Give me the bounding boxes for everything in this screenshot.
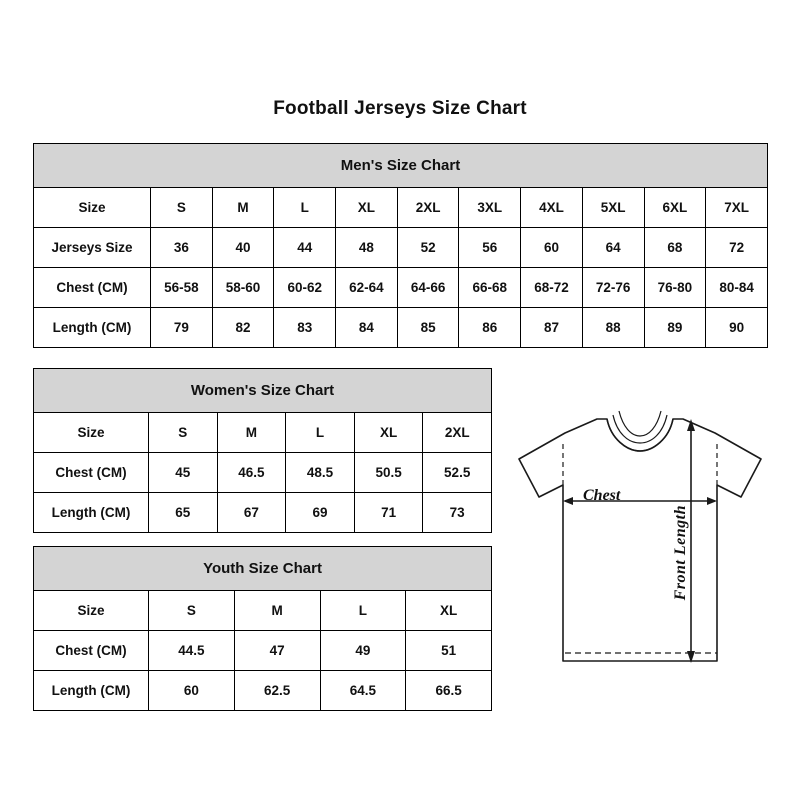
womens-length-l: 69 bbox=[286, 493, 355, 533]
youth-size-table bbox=[33, 546, 492, 711]
mens-chest-7xl: 80-84 bbox=[706, 268, 768, 308]
mens-table-header-row bbox=[34, 188, 768, 228]
womens-chest-m: 46.5 bbox=[217, 453, 286, 493]
mens-chest-m: 58-60 bbox=[212, 268, 274, 308]
mens-jerseys-size-l: 44 bbox=[274, 228, 336, 268]
table-row bbox=[34, 268, 768, 308]
mens-length-xl: 84 bbox=[336, 308, 398, 348]
womens-length-m: 67 bbox=[217, 493, 286, 533]
youth-col-xl: XL bbox=[406, 591, 492, 631]
mens-col-2xl: 2XL bbox=[397, 188, 459, 228]
womens-row-label-length: Length (CM) bbox=[34, 493, 149, 533]
youth-chest-s: 44.5 bbox=[149, 631, 235, 671]
mens-chest-l: 60-62 bbox=[274, 268, 336, 308]
page-title: Football Jerseys Size Chart bbox=[273, 98, 527, 119]
womens-row-label-chest: Chest (CM) bbox=[34, 453, 149, 493]
mens-jerseys-size-3xl: 56 bbox=[459, 228, 521, 268]
mens-col-size: Size bbox=[34, 188, 151, 228]
mens-jerseys-size-2xl: 52 bbox=[397, 228, 459, 268]
womens-col-xl: XL bbox=[354, 413, 423, 453]
mens-length-6xl: 89 bbox=[644, 308, 706, 348]
youth-col-l: L bbox=[320, 591, 406, 631]
mens-col-4xl: 4XL bbox=[521, 188, 583, 228]
mens-jerseys-size-7xl: 72 bbox=[706, 228, 768, 268]
womens-chest-xl: 50.5 bbox=[354, 453, 423, 493]
womens-col-m: M bbox=[217, 413, 286, 453]
mens-jerseys-size-m: 40 bbox=[212, 228, 274, 268]
chest-measure-label: Chest bbox=[583, 487, 621, 504]
mens-chest-4xl: 68-72 bbox=[521, 268, 583, 308]
table-row bbox=[34, 631, 492, 671]
mens-length-2xl: 85 bbox=[397, 308, 459, 348]
womens-col-l: L bbox=[286, 413, 355, 453]
womens-chest-2xl: 52.5 bbox=[423, 453, 492, 493]
mens-row-label-length: Length (CM) bbox=[34, 308, 151, 348]
youth-table-title: Youth Size Chart bbox=[34, 547, 492, 591]
mens-jerseys-size-6xl: 68 bbox=[644, 228, 706, 268]
womens-col-size: Size bbox=[34, 413, 149, 453]
mens-chest-s: 56-58 bbox=[151, 268, 213, 308]
table-row bbox=[34, 308, 768, 348]
womens-size-table bbox=[33, 368, 492, 533]
youth-length-m: 62.5 bbox=[234, 671, 320, 711]
womens-table-title-row bbox=[34, 369, 492, 413]
mens-col-s: S bbox=[151, 188, 213, 228]
youth-row-label-length: Length (CM) bbox=[34, 671, 149, 711]
mens-length-l: 83 bbox=[274, 308, 336, 348]
mens-length-3xl: 86 bbox=[459, 308, 521, 348]
mens-jerseys-size-xl: 48 bbox=[336, 228, 398, 268]
youth-row-label-chest: Chest (CM) bbox=[34, 631, 149, 671]
youth-chest-m: 47 bbox=[234, 631, 320, 671]
womens-chest-s: 45 bbox=[149, 453, 218, 493]
mens-col-3xl: 3XL bbox=[459, 188, 521, 228]
mens-length-5xl: 88 bbox=[582, 308, 644, 348]
youth-chest-xl: 51 bbox=[406, 631, 492, 671]
youth-table-title-row bbox=[34, 547, 492, 591]
mens-table-title-row bbox=[34, 144, 768, 188]
womens-length-2xl: 73 bbox=[423, 493, 492, 533]
youth-table-header-row bbox=[34, 591, 492, 631]
mens-length-4xl: 87 bbox=[521, 308, 583, 348]
mens-chest-5xl: 72-76 bbox=[582, 268, 644, 308]
mens-chest-3xl: 66-68 bbox=[459, 268, 521, 308]
youth-col-size: Size bbox=[34, 591, 149, 631]
mens-jerseys-size-5xl: 64 bbox=[582, 228, 644, 268]
mens-chest-2xl: 64-66 bbox=[397, 268, 459, 308]
mens-col-xl: XL bbox=[336, 188, 398, 228]
womens-length-s: 65 bbox=[149, 493, 218, 533]
youth-length-l: 64.5 bbox=[320, 671, 406, 711]
mens-size-table bbox=[33, 143, 768, 348]
tshirt-icon bbox=[505, 405, 775, 695]
womens-table-header-row bbox=[34, 413, 492, 453]
womens-length-xl: 71 bbox=[354, 493, 423, 533]
mens-table-title: Men's Size Chart bbox=[34, 144, 768, 188]
youth-chest-l: 49 bbox=[320, 631, 406, 671]
mens-jerseys-size-s: 36 bbox=[151, 228, 213, 268]
womens-col-s: S bbox=[149, 413, 218, 453]
womens-table-title: Women's Size Chart bbox=[34, 369, 492, 413]
table-row bbox=[34, 493, 492, 533]
mens-chest-6xl: 76-80 bbox=[644, 268, 706, 308]
table-row bbox=[34, 228, 768, 268]
table-row bbox=[34, 671, 492, 711]
womens-chest-l: 48.5 bbox=[286, 453, 355, 493]
mens-jerseys-size-4xl: 60 bbox=[521, 228, 583, 268]
youth-col-m: M bbox=[234, 591, 320, 631]
mens-col-7xl: 7XL bbox=[706, 188, 768, 228]
mens-col-l: L bbox=[274, 188, 336, 228]
table-row bbox=[34, 453, 492, 493]
youth-col-s: S bbox=[149, 591, 235, 631]
mens-length-s: 79 bbox=[151, 308, 213, 348]
mens-length-7xl: 90 bbox=[706, 308, 768, 348]
mens-row-label-jerseys-size: Jerseys Size bbox=[34, 228, 151, 268]
mens-length-m: 82 bbox=[212, 308, 274, 348]
womens-col-2xl: 2XL bbox=[423, 413, 492, 453]
mens-col-6xl: 6XL bbox=[644, 188, 706, 228]
tshirt-measurement-figure bbox=[505, 405, 775, 695]
mens-chest-xl: 62-64 bbox=[336, 268, 398, 308]
mens-col-5xl: 5XL bbox=[582, 188, 644, 228]
youth-length-xl: 66.5 bbox=[406, 671, 492, 711]
youth-length-s: 60 bbox=[149, 671, 235, 711]
mens-col-m: M bbox=[212, 188, 274, 228]
front-length-measure-label: Front Length bbox=[672, 505, 689, 601]
mens-row-label-chest: Chest (CM) bbox=[34, 268, 151, 308]
